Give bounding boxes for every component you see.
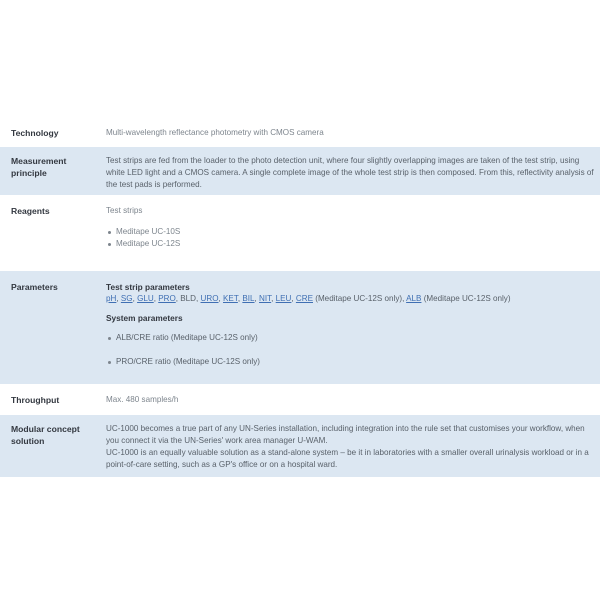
strip-parameter-note: (Meditape UC-12S only): [421, 294, 511, 303]
measurement-principle-label: [0, 155, 106, 195]
strip-parameter-glu[interactable]: GLU: [137, 294, 154, 303]
row-throughput: [0, 385, 600, 415]
modular-label-line1: Modular concept: [11, 424, 80, 434]
row-modular-concept: [0, 415, 600, 478]
modular-paragraph-1: UC-1000 becomes a true part of any UN-Series installation, including integration into the rule set that customises your workflow, when you connect it via the UN-Series' work area manager U-WAM.: [106, 424, 585, 445]
measurement-label-line1: Measurement: [11, 156, 67, 166]
row-parameters: [0, 271, 600, 385]
strip-parameter-bil[interactable]: BIL: [242, 294, 255, 303]
strip-parameter-leu[interactable]: LEU: [275, 294, 292, 303]
system-parameter-item: PRO/CRE ratio (Meditape UC-12S only): [106, 356, 596, 368]
strip-parameter-ph[interactable]: pH: [106, 294, 117, 303]
parameters-value: [106, 281, 600, 384]
reagents-value: [106, 205, 600, 270]
row-technology: [0, 118, 600, 147]
strip-parameter-pro[interactable]: PRO: [158, 294, 176, 303]
modular-concept-value: [106, 423, 600, 477]
system-parameters-title: System parameters: [106, 313, 183, 323]
throughput-value: Max. 480 samples/h: [106, 395, 179, 404]
throughput-label: Throughput: [11, 395, 60, 405]
strip-parameter-note: (Meditape UC-12S only): [313, 294, 403, 303]
reagents-list: [106, 226, 596, 250]
modular-label-line2: solution: [11, 436, 45, 446]
reagents-label: Reagents: [11, 206, 50, 216]
parameters-label: Parameters: [11, 282, 58, 292]
row-reagents: [0, 196, 600, 271]
technology-label: Technology: [11, 128, 59, 138]
reagent-item: Meditape UC-12S: [106, 238, 596, 250]
test-strip-parameters-title: Test strip parameters: [106, 282, 190, 292]
reagents-intro: Test strips: [106, 206, 143, 215]
strip-parameter-bld: BLD: [180, 294, 197, 303]
reagent-item: Meditape UC-10S: [106, 226, 596, 238]
test-strip-parameter-list: pH, SG, GLU, PRO, BLD, URO, KET, BIL, NIT, LEU, CRE (Meditape UC-12S only), ALB (Meditape UC-12S only): [106, 294, 511, 303]
modular-concept-label: [0, 423, 106, 477]
strip-parameter-nit[interactable]: NIT: [259, 294, 272, 303]
spec-table: [0, 118, 600, 478]
measurement-principle-value: Test strips are fed from the loader to the photo detection unit, where four slightly overlapping images are taken of the test strip, using white LED light and a CMOS camera. A single complete image of the whole test strip is then composed. From this, reflectivity analysis of the test pads is performed.: [106, 156, 594, 189]
strip-parameter-alb[interactable]: ALB: [406, 294, 422, 303]
measurement-label-line2: principle: [11, 168, 47, 178]
strip-parameter-sg[interactable]: SG: [120, 294, 133, 303]
modular-paragraph-2: UC-1000 is an equally valuable solution as a stand-alone system – be it in laboratories with a smaller overall urinalysis workload or in a point-of-care setting, such as a GP's office or on a hospital ward.: [106, 448, 589, 469]
technology-value: Multi-wavelength reflectance photometry with CMOS camera: [106, 128, 324, 137]
strip-parameter-ket[interactable]: KET: [223, 294, 238, 303]
strip-parameter-uro[interactable]: URO: [200, 294, 219, 303]
strip-parameter-cre[interactable]: CRE: [295, 294, 313, 303]
row-measurement-principle: [0, 147, 600, 196]
system-parameters-list: [106, 332, 596, 368]
system-parameter-item: ALB/CRE ratio (Meditape UC-12S only): [106, 332, 596, 344]
